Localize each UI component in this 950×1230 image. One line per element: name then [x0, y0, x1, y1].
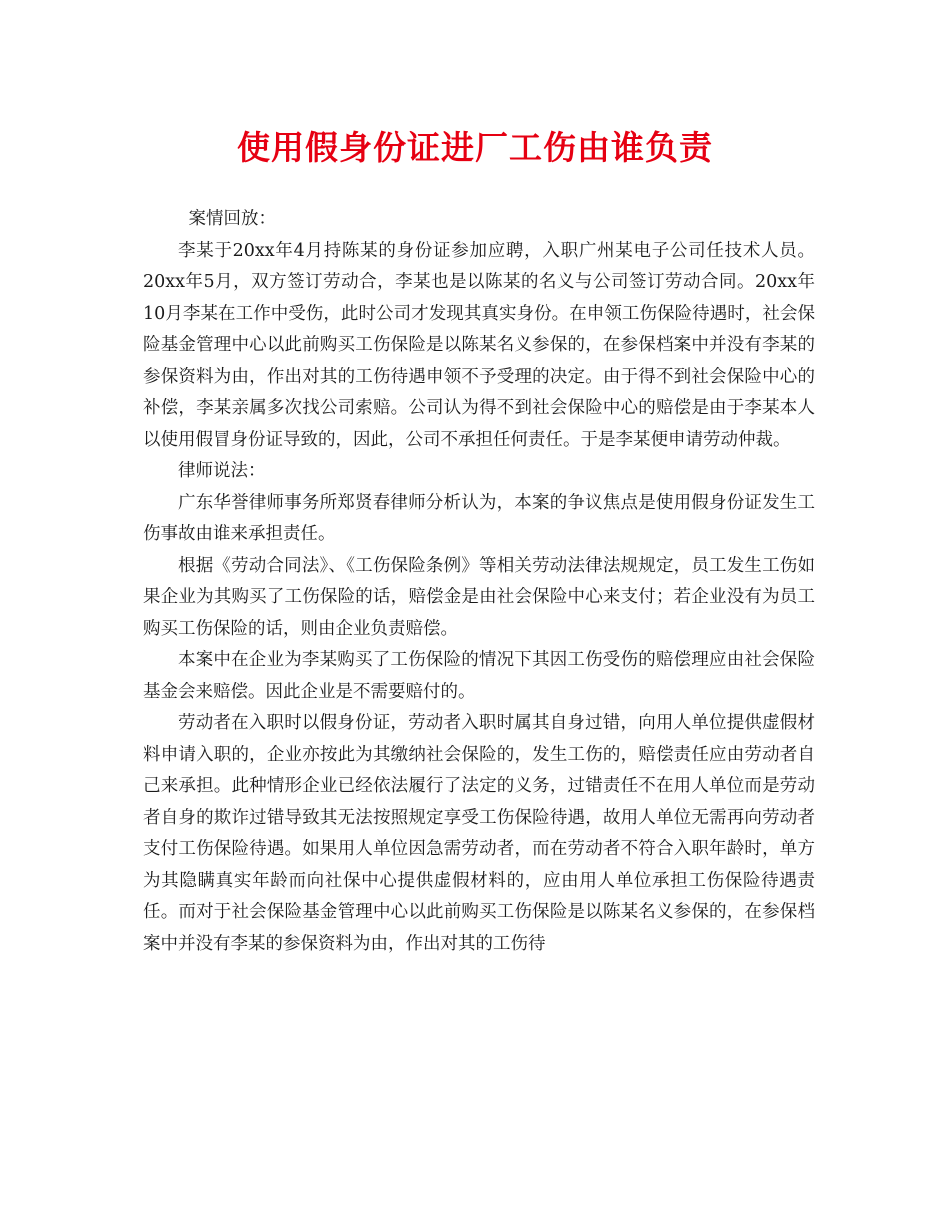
- paragraph: 李某于20xx年4月持陈某的身份证参加应聘，入职广州某电子公司任技术人员。20xx年5月，双方签订劳动合，李某也是以陈某的名义与公司签订劳动合同。20xx年10月李某在工作中受伤，此时公司才发现其真实身份。在申领工伤保险待遇时，社会保险基金管理中心以此前购买工伤保险是以陈某名义参保的，在参保档案中并没有李某的参保资料为由，作出对其的工伤待遇申领不予受理的决定。由于得不到社会保险中心的补偿，李某亲属多次找公司索赔。公司认为得不到社会保险中心的赔偿是由于李某本人以使用假冒身份证导致的，因此，公司不承担任何责任。于是李某便申请劳动仲裁。: [143, 240, 815, 450]
- paragraph: 广东华誉律师事务所郑贤春律师分析认为，本案的争议焦点是使用假身份证发生工伤事故由谁来承担责任。: [143, 492, 815, 544]
- paragraph: 劳动者在入职时以假身份证，劳动者入职时属其自身过错，向用人单位提供虚假材料申请入职的，企业亦按此为其缴纳社会保险的，发生工伤的，赔偿责任应由劳动者自己来承担。此种情形企业已经依法履行了法定的义务，过错责任不在用人单位而是劳动者自身的欺诈过错导致其无法按照规定享受工伤保险待遇，故用人单位无需再向劳动者支付工伤保险待遇。如果用人单位因急需劳动者，而在劳动者不符合入职年龄时，单方为其隐瞒真实年龄而向社保中心提供虚假材料的，应由用人单位承担工伤保险待遇责任。而对于社会保险基金管理中心以此前购买工伤保险是以陈某名义参保的，在参保档案中并没有李某的参保资料为由，作出对其的工伤待: [143, 713, 815, 954]
- section-heading-lawyer: 律师说法：: [178, 461, 266, 481]
- page-title: 使用假身份证进厂工伤由谁负责: [237, 128, 713, 167]
- paragraph: 根据《劳动合同法》、《工伤保险条例》等相关劳动法律法规规定，员工发生工伤如果企业为其购买了工伤保险的话，赔偿金是由社会保险中心来支付；若企业没有为员工购买工伤保险的话，则由企业负责赔偿。: [143, 555, 815, 639]
- section-heading-case: 案情回放：: [188, 209, 276, 229]
- document-body: [143, 204, 815, 960]
- paragraph: 本案中在企业为李某购买了工伤保险的情况下其因工伤受伤的赔偿理应由社会保险基金会来赔偿。因此企业是不需要赔付的。: [143, 650, 815, 702]
